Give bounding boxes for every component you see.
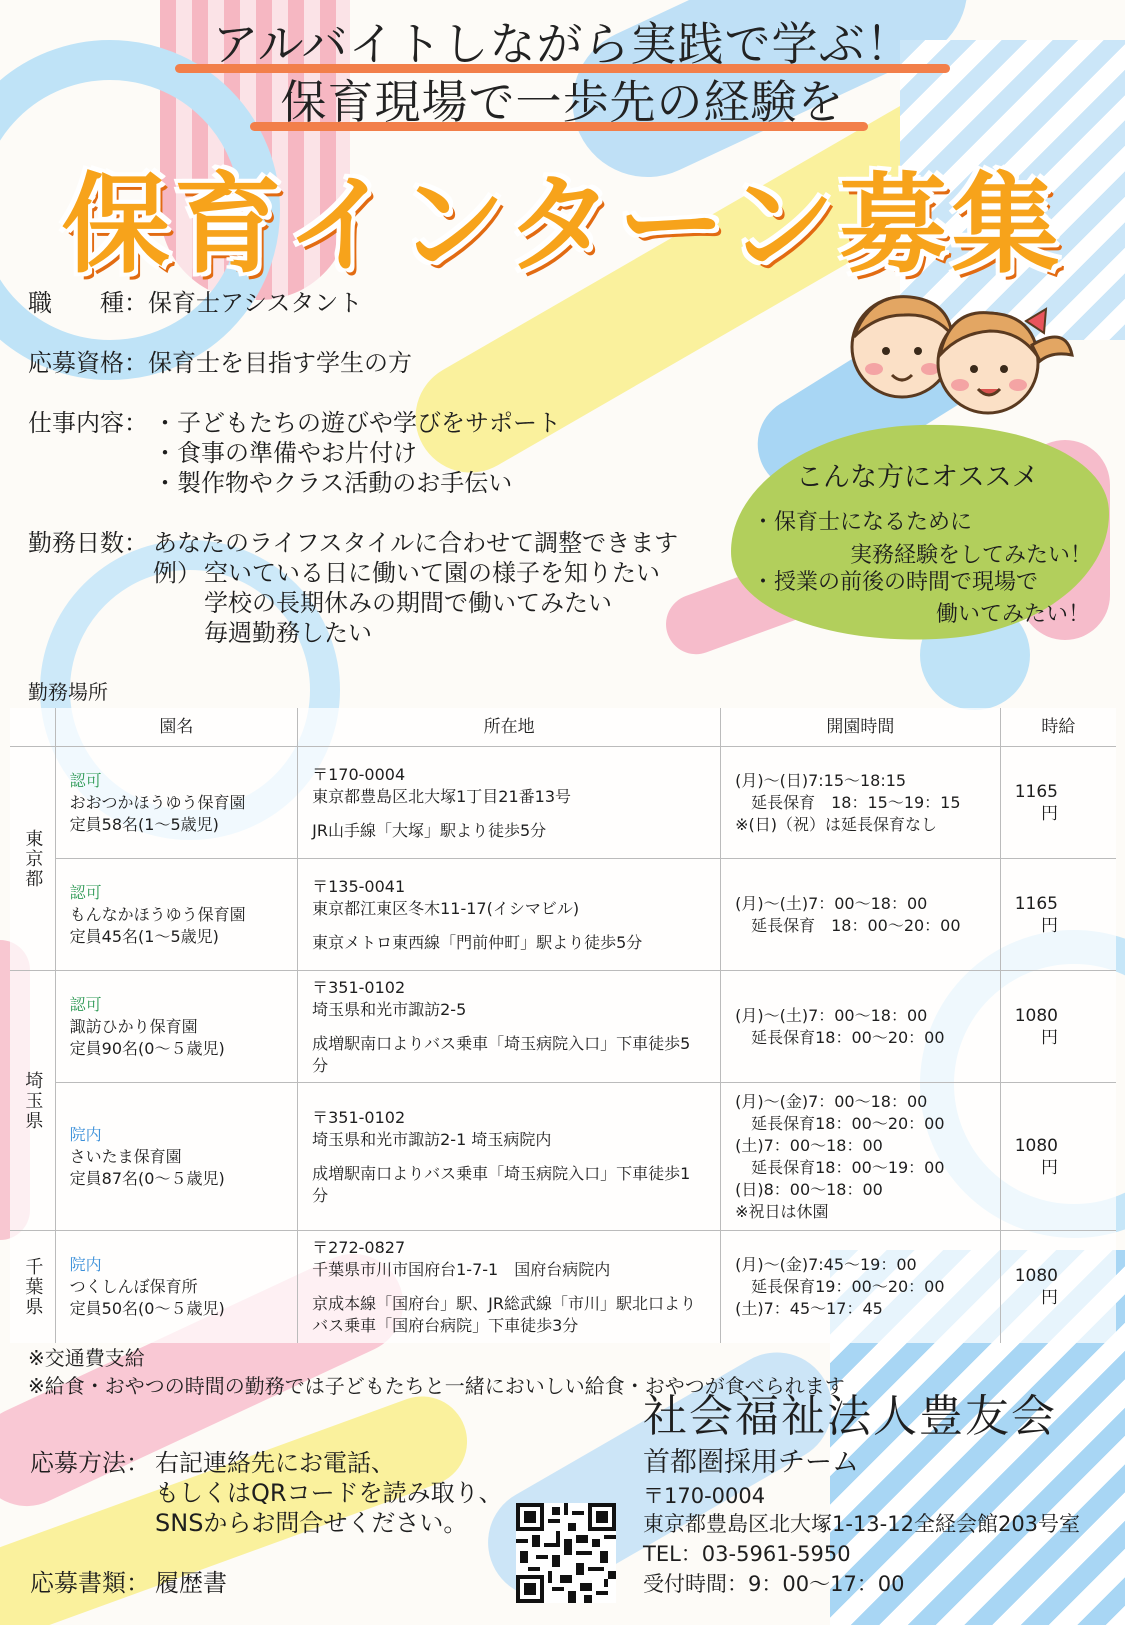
work-item: ・食事の準備やお片付け <box>153 439 417 467</box>
nursery-capacity: 定員45名(1～5歳児) <box>69 926 219 946</box>
table-header-blank <box>10 708 55 747</box>
address-cell <box>298 747 721 859</box>
hours-line: 延長保育 18：00～20：00 <box>735 915 961 935</box>
address-zip: 〒351-0102 <box>312 1107 406 1127</box>
prefecture-label: 埼玉県 <box>10 971 55 1231</box>
wage-cell: 1080円 <box>1000 1231 1116 1343</box>
hours-line: ※(日)（祝）は延長保育なし <box>735 814 937 834</box>
nursery-name: つくしんぼ保育所 <box>69 1276 198 1296</box>
note-transport: ※交通費支給 <box>28 1346 145 1370</box>
workplace-table <box>10 708 1116 1343</box>
table-row <box>10 859 1116 971</box>
address-access: 成増駅南口よりバス乗車「埼玉病院入口」下車徒歩5分 <box>312 1033 691 1075</box>
address-cell <box>298 859 721 971</box>
address-access: 京成本線「国府台」駅、JR総武線「市川」駅北口よりバス乗車「国府台病院」下車徒歩3分 <box>312 1293 696 1335</box>
nursery-cell <box>55 747 297 859</box>
address-zip: 〒135-0041 <box>312 876 406 896</box>
nursery-capacity: 定員90名(0～５歳児) <box>69 1038 225 1058</box>
hours-line: 延長保育18：00～19：00 <box>735 1157 945 1177</box>
table-row <box>10 971 1116 1083</box>
hours-line: ※祝日は休園 <box>735 1201 829 1221</box>
hours-line: 延長保育19：00～20：00 <box>735 1276 945 1296</box>
address-zip: 〒170-0004 <box>312 764 406 784</box>
nursery-tag: 認可 <box>69 882 102 902</box>
qual-label: 応募資格： <box>28 349 148 377</box>
nursery-capacity: 定員58名(1～5歳児) <box>69 814 219 834</box>
nursery-capacity: 定員87名(0～５歳児) <box>69 1168 225 1188</box>
days-example: 学校の長期休みの期間で働いてみたい <box>204 589 612 617</box>
nursery-tag: 院内 <box>69 1124 102 1144</box>
hours-line: (月)～(金)7:45～19：00 <box>735 1254 917 1274</box>
recommend-line: 実務経験をしてみたい！ <box>850 543 1093 568</box>
hours-cell <box>721 971 1001 1083</box>
wage-cell: 1165円 <box>1000 859 1116 971</box>
work-label: 仕事内容： <box>28 409 148 437</box>
recommend-line: ・授業の前後の時間で現場で <box>752 570 1039 595</box>
contact-hours: 受付時間：9：00～17：00 <box>643 1572 905 1596</box>
nursery-tag: 認可 <box>69 770 102 790</box>
nursery-cell <box>55 971 297 1083</box>
days-example: 毎週勤務したい <box>204 619 372 647</box>
nursery-tag: 認可 <box>69 994 102 1014</box>
page-title: 保育インターン募集 <box>61 163 1064 288</box>
organization-name: 社会福祉法人豊友会 <box>643 1391 1057 1442</box>
apply-method-label: 応募方法： <box>30 1449 150 1477</box>
table-header: 園名 <box>55 708 297 747</box>
days-example: 空いている日に働いて園の様子を知りたい <box>204 559 660 587</box>
qr-code[interactable] <box>516 1503 616 1603</box>
days-label: 勤務日数： <box>28 529 148 557</box>
address-text: 東京都江東区冬木11-17(イシマビル) <box>312 898 580 918</box>
job-label: 職 種： <box>28 289 148 317</box>
contact-zip: 〒170-0004 <box>643 1484 766 1508</box>
address-text: 東京都豊島区北大塚1丁目21番13号 <box>312 786 572 806</box>
address-access: 成増駅南口よりバス乗車「埼玉病院入口」下車徒歩1分 <box>312 1163 691 1205</box>
work-item: ・製作物やクラス活動のお手伝い <box>153 469 513 497</box>
nursery-tag: 院内 <box>69 1254 102 1274</box>
qual-value: 保育士を目指す学生の方 <box>148 349 412 377</box>
address-cell <box>298 1083 721 1231</box>
hours-line: 延長保育18：00～20：00 <box>735 1113 945 1133</box>
nursery-cell <box>55 859 297 971</box>
hours-line: (月)～(土)7：00～18：00 <box>735 893 928 913</box>
apply-method-line: もしくはQRコードを読み取り、 <box>155 1479 503 1507</box>
table-header: 所在地 <box>298 708 721 747</box>
wage-cell: 1165円 <box>1000 747 1116 859</box>
table-header: 時給 <box>1000 708 1116 747</box>
nursery-name: おおつかほうゆう保育園 <box>69 792 246 812</box>
prefecture-label: 東京都 <box>10 747 55 971</box>
apply-docs-label: 応募書類： <box>30 1569 150 1597</box>
hours-line: (月)～(日)7:15～18:15 <box>735 770 907 790</box>
days-example-prefix: 例） <box>153 559 201 587</box>
work-item: ・子どもたちの遊びや学びをサポート <box>153 409 561 437</box>
days-value: あなたのライフスタイルに合わせて調整できます <box>153 529 679 557</box>
prefecture-label: 千葉県 <box>10 1231 55 1343</box>
contact-tel[interactable]: TEL：03-5961-5950 <box>643 1542 851 1566</box>
hours-cell <box>721 859 1001 971</box>
recommend-line: ・保育士になるために <box>752 510 973 535</box>
team-name: 首都圏採用チーム <box>643 1447 859 1478</box>
nursery-name: もんなかほうゆう保育園 <box>69 904 246 924</box>
address-text: 千葉県市川市国府台1-7-1 国府台病院内 <box>312 1259 611 1279</box>
nursery-cell <box>55 1231 297 1343</box>
hours-cell <box>721 1083 1001 1231</box>
hours-line: 延長保育18：00～20：00 <box>735 1027 945 1047</box>
hours-cell <box>721 747 1001 859</box>
contact-address: 東京都豊島区北大塚1-13-12全経会館203号室 <box>643 1512 1081 1536</box>
headline-line1: アルバイトしながら実践で学ぶ！ <box>212 17 913 71</box>
wage-cell: 1080円 <box>1000 971 1116 1083</box>
wage-cell: 1080円 <box>1000 1083 1116 1231</box>
table-header: 開園時間 <box>721 708 1001 747</box>
address-cell <box>298 971 721 1083</box>
address-text: 埼玉県和光市諏訪2-1 埼玉病院内 <box>312 1129 552 1149</box>
apply-method-line: SNSからお問合せください。 <box>155 1509 468 1537</box>
table-row <box>10 747 1116 859</box>
hours-line: 延長保育 18：15～19：15 <box>735 792 961 812</box>
job-value: 保育士アシスタント <box>148 289 363 317</box>
address-cell <box>298 1231 721 1343</box>
hours-line: (月)～(金)7：00～18：00 <box>735 1091 928 1111</box>
hours-line: (土)7：00～18：00 <box>735 1135 883 1155</box>
nursery-name: さいたま保育園 <box>69 1146 182 1166</box>
qualification <box>28 348 412 378</box>
address-zip: 〒272-0827 <box>312 1237 406 1257</box>
table-row <box>10 1083 1116 1231</box>
nursery-capacity: 定員50名(0～５歳児) <box>69 1298 225 1318</box>
address-access: JR山手線「大塚」駅より徒歩5分 <box>312 820 547 840</box>
job-type <box>28 288 362 318</box>
note-meals: ※給食・おやつの時間の勤務では子どもたちと一緒においしい給食・おやつが食べられます <box>28 1374 845 1398</box>
nursery-cell <box>55 1083 297 1231</box>
hours-line: (日)8：00～18：00 <box>735 1179 883 1199</box>
workplace-section-label: 勤務場所 <box>28 680 108 704</box>
hours-cell <box>721 1231 1001 1343</box>
recommend-line: 働いてみたい！ <box>936 602 1091 627</box>
hours-line: (土)7：45～17：45 <box>735 1298 883 1318</box>
address-zip: 〒351-0102 <box>312 977 406 997</box>
apply-docs-value: 履歴書 <box>155 1569 227 1597</box>
headline-line2: 保育現場で一歩先の経験を <box>280 75 845 129</box>
table-header-row <box>10 708 1116 747</box>
children-illustration <box>840 285 1080 420</box>
nursery-name: 諏訪ひかり保育園 <box>69 1016 198 1036</box>
hours-line: (月)～(土)7：00～18：00 <box>735 1005 928 1025</box>
table-row <box>10 1231 1116 1343</box>
apply-method-line: 右記連絡先にお電話、 <box>155 1449 395 1477</box>
address-text: 埼玉県和光市諏訪2-5 <box>312 999 467 1019</box>
address-access: 東京メトロ東西線「門前仲町」駅より徒歩5分 <box>312 932 643 952</box>
recommend-title: こんな方にオススメ <box>796 462 1039 493</box>
